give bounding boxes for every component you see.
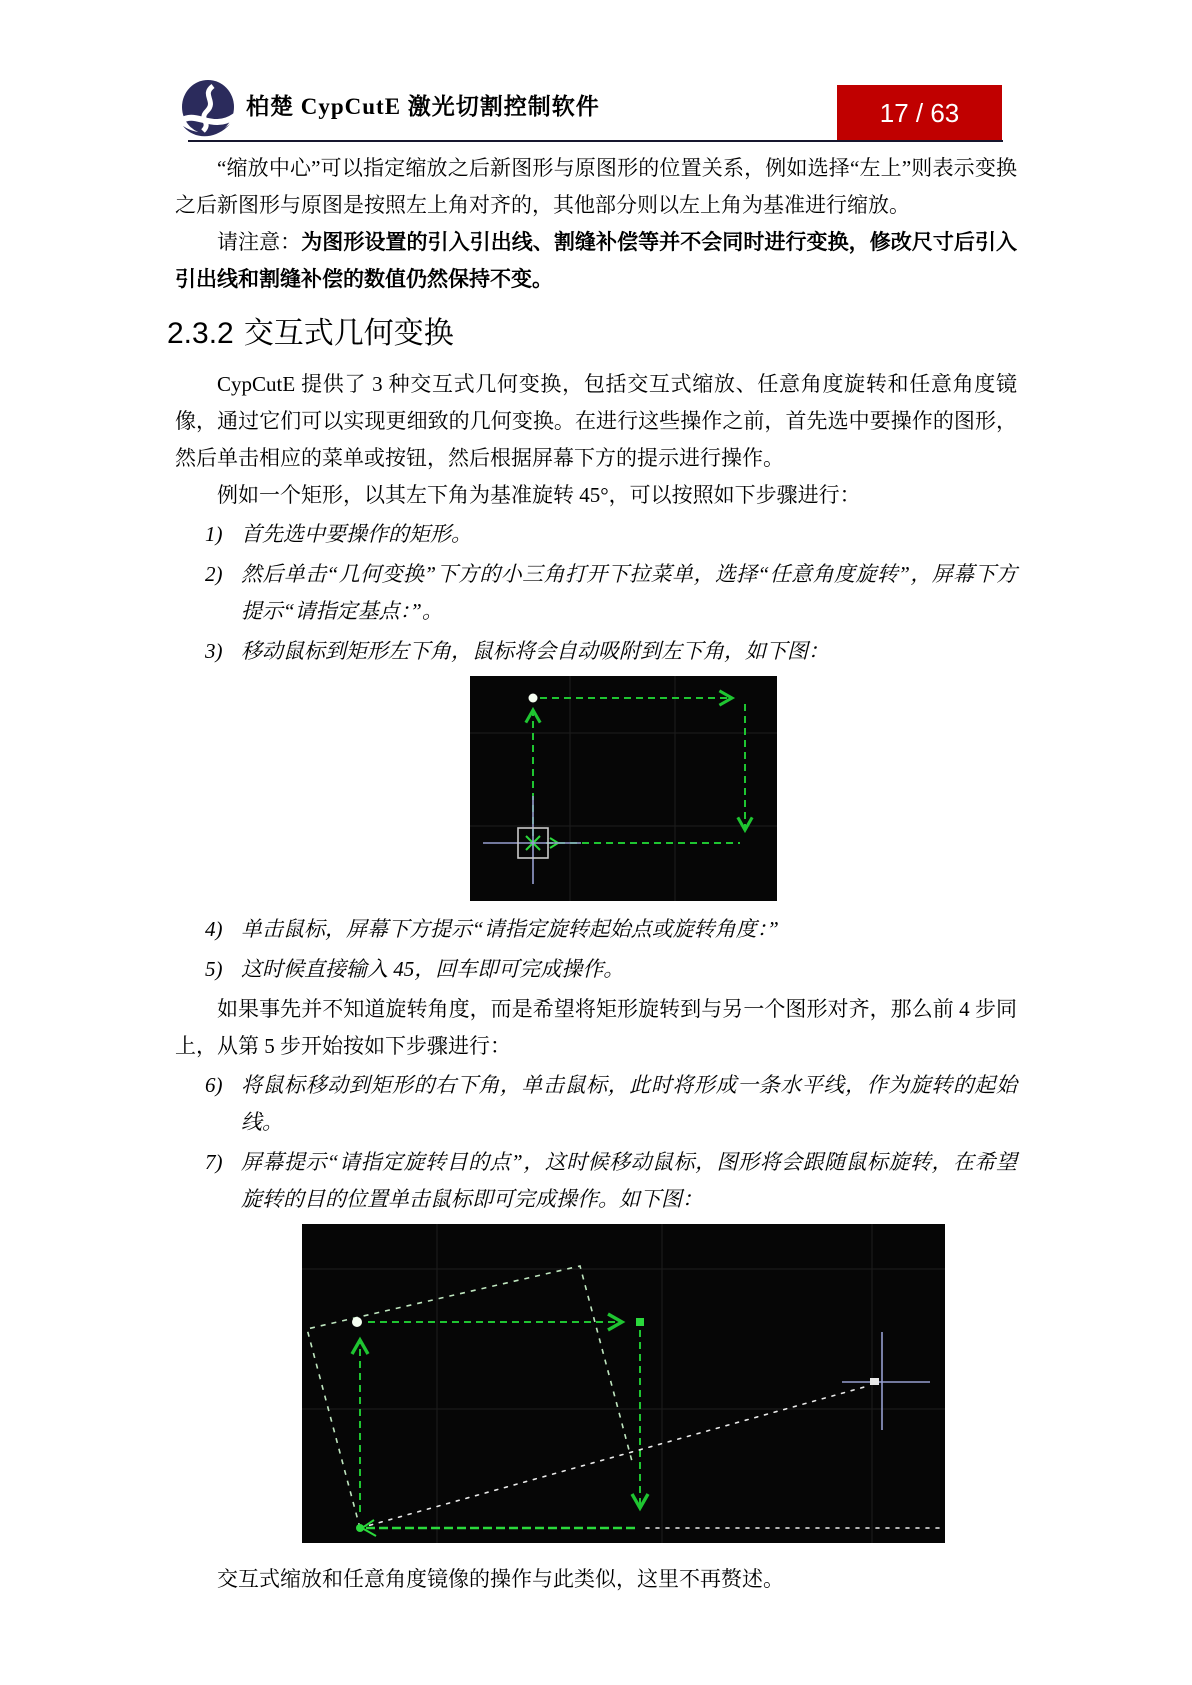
step-text: 这时候直接输入 45，回车即可完成操作。 xyxy=(241,957,625,981)
step-number: 1) xyxy=(205,522,223,546)
brand-logo-icon xyxy=(180,80,236,143)
step-number: 3) xyxy=(205,639,223,663)
cad-canvas-background xyxy=(302,1224,945,1543)
step-number: 7) xyxy=(205,1150,223,1174)
step-text: 首先选中要操作的矩形。 xyxy=(241,522,472,546)
list-item xyxy=(175,1144,1017,1218)
list-item xyxy=(175,911,1017,948)
step-text: 移动鼠标到矩形左下角，鼠标将会自动吸附到左下角，如下图： xyxy=(241,639,829,663)
step-number: 2) xyxy=(205,562,223,586)
step-number: 4) xyxy=(205,917,223,941)
step-number: 6) xyxy=(205,1073,223,1097)
paragraph-note xyxy=(175,224,1017,298)
paragraph-intro: CypCutE 提供了 3 种交互式几何变换，包括交互式缩放、任意角度旋转和任意角度镜像，通过它们可以实现更细致的几何变换。在进行这些操作之前，首先选中要操作的图形，然后单击相应的菜单或按钮，然后根据屏幕下方的提示进行操作。 xyxy=(175,372,1017,470)
step-list-a xyxy=(175,516,1017,670)
page-header xyxy=(0,0,1192,142)
paragraph-unknown-angle: 如果事先并不知道旋转角度，而是希望将矩形旋转到与另一个图形对齐，那么前 4 步同上，从第 5 步开始按如下步骤进行： xyxy=(175,997,1017,1058)
figure-rotation-canvas xyxy=(302,1224,1017,1543)
list-item xyxy=(175,516,1017,553)
paragraph-example: 例如一个矩形，以其左下角为基准旋转 45°，可以按照如下步骤进行： xyxy=(217,483,861,507)
note-bold-text: 为图形设置的引入引出线、割缝补偿等并不会同时进行变换，修改尺寸后引入引出线和割缝补偿的数值仍然保持不变。 xyxy=(175,230,1017,291)
section-number: 2.3.2 xyxy=(167,317,234,350)
section-heading xyxy=(167,312,1017,356)
step-number: 5) xyxy=(205,957,223,981)
pick-dot xyxy=(870,1378,879,1385)
page-body xyxy=(167,142,1017,1598)
step-list-c xyxy=(175,1067,1017,1218)
paragraph-closing: 交互式缩放和任意角度镜像的操作与此类似，这里不再赘述。 xyxy=(217,1567,784,1591)
page-number-badge: 17 / 63 xyxy=(837,85,1002,141)
list-item xyxy=(175,556,1017,630)
step-text: 屏幕提示“请指定旋转目的点”，这时候移动鼠标，图形将会跟随鼠标旋转，在希望旋转的目的位置单击鼠标即可完成操作。如下图： xyxy=(241,1150,1017,1211)
cad-canvas-background xyxy=(470,676,777,901)
step-text: 将鼠标移动到矩形的右下角，单击鼠标，此时将形成一条水平线，作为旋转的起始线。 xyxy=(241,1073,1017,1134)
figure-snap-canvas xyxy=(470,676,1017,901)
list-item xyxy=(175,633,1017,670)
list-item xyxy=(175,951,1017,988)
paragraph-scale-center: “缩放中心”可以指定缩放之后新图形与原图形的位置关系，例如选择“左上”则表示变换之后新图形与原图是按照左上角对齐的，其他部分则以左上角为基准进行缩放。 xyxy=(175,156,1017,217)
note-lead: 请注意： xyxy=(217,230,302,254)
list-item xyxy=(175,1067,1017,1141)
section-title: 交互式几何变换 xyxy=(243,317,454,350)
step-text: 然后单击“几何变换”下方的小三角打开下拉菜单，选择“任意角度旋转”，屏幕下方提示“请指定基点：”。 xyxy=(241,562,1017,623)
page-title: 柏楚 CypCutE 激光切割控制软件 xyxy=(246,94,600,119)
base-point-marker xyxy=(529,694,538,703)
step-list-b xyxy=(175,911,1017,988)
step-text: 单击鼠标，屏幕下方提示“请指定旋转起始点或旋转角度：” xyxy=(241,917,779,941)
base-point-marker xyxy=(352,1317,362,1327)
